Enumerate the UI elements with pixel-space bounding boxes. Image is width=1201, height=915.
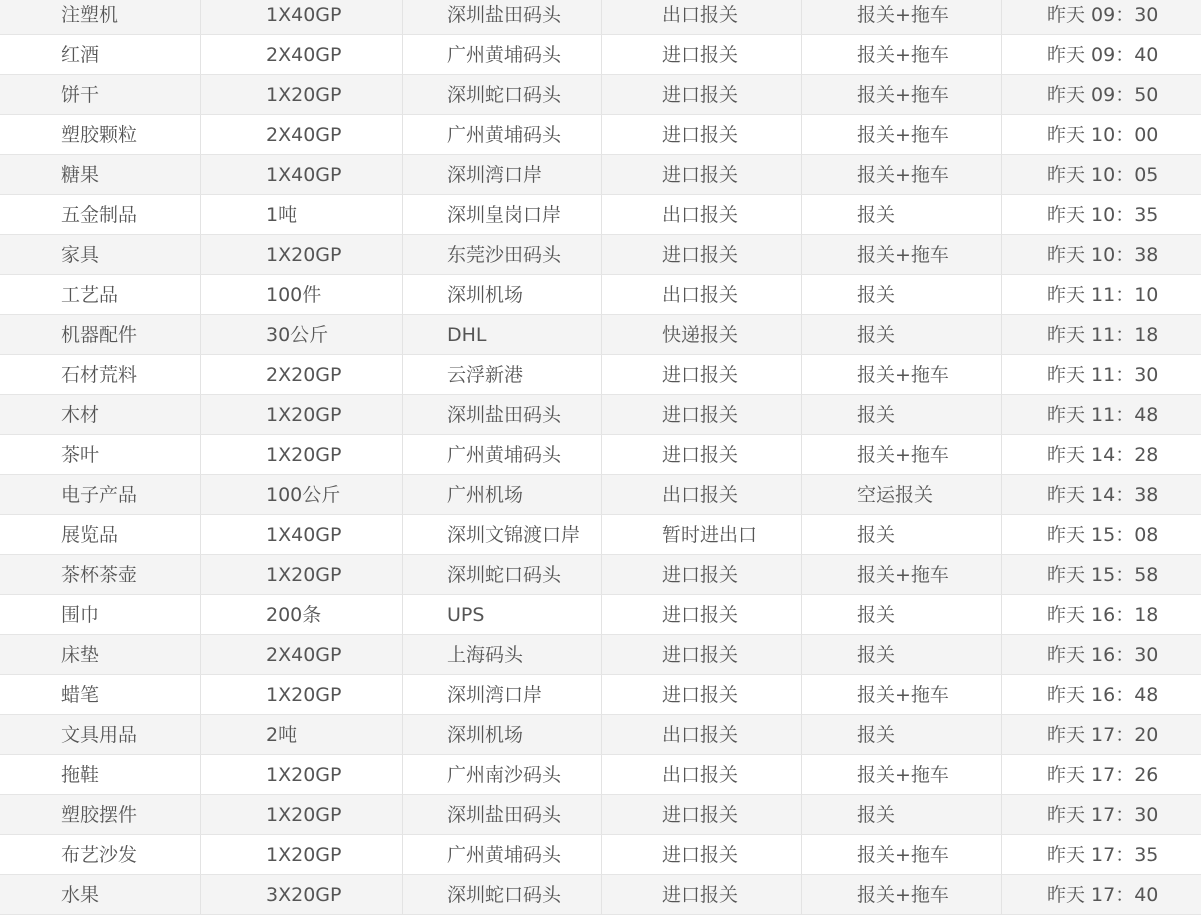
- cell-time: 昨天 10：05: [1047, 164, 1159, 186]
- cell-goods: 五金制品: [0, 195, 201, 234]
- cell-quantity: 1X20GP: [201, 835, 403, 874]
- cell-time: 昨天 11：30: [1047, 364, 1159, 386]
- cell-port: 深圳盐田码头: [403, 0, 602, 34]
- cell-time: 昨天 17：26: [1047, 764, 1159, 786]
- cell-quantity: 2X40GP: [201, 115, 403, 154]
- cell-time: 昨天 10：00: [1047, 124, 1159, 146]
- cell-service: 报关: [802, 395, 1002, 434]
- cell-declaration-type: 进口报关: [602, 155, 802, 194]
- table-row: [0, 515, 1201, 555]
- table-row: [0, 715, 1201, 755]
- cell-declaration-type: 进口报关: [602, 235, 802, 274]
- cell-time: 昨天 09：50: [1047, 84, 1159, 106]
- table-row: [0, 835, 1201, 875]
- cell-time: 昨天 11：48: [1047, 404, 1159, 426]
- cell-goods: 塑胶颗粒: [0, 115, 201, 154]
- table-row: [0, 555, 1201, 595]
- cell-service: 报关+拖车: [802, 875, 1002, 914]
- cell-service: 报关+拖车: [802, 355, 1002, 394]
- cell-service: 报关+拖车: [802, 835, 1002, 874]
- cell-declaration-type: 进口报关: [602, 115, 802, 154]
- cell-time: 昨天 10：35: [1047, 204, 1159, 226]
- cell-port: 深圳蛇口码头: [403, 75, 602, 114]
- cell-time: 昨天 17：35: [1047, 844, 1159, 866]
- cell-time: 昨天 17：40: [1047, 884, 1159, 906]
- cell-service: 报关+拖车: [802, 435, 1002, 474]
- table-row: [0, 235, 1201, 275]
- cell-service: 报关+拖车: [802, 675, 1002, 714]
- cell-goods: 家具: [0, 235, 201, 274]
- cell-goods: 文具用品: [0, 715, 201, 754]
- cell-port: 深圳机场: [403, 275, 602, 314]
- cell-goods: 拖鞋: [0, 755, 201, 794]
- cell-port: 广州机场: [403, 475, 602, 514]
- cell-port: 云浮新港: [403, 355, 602, 394]
- cell-port: 广州黄埔码头: [403, 435, 602, 474]
- cell-service: 报关+拖车: [802, 755, 1002, 794]
- table-row: [0, 0, 1201, 35]
- table-row: [0, 675, 1201, 715]
- cell-declaration-type: 进口报关: [602, 35, 802, 74]
- cell-goods: 床垫: [0, 635, 201, 674]
- cell-time: 昨天 11：18: [1047, 324, 1159, 346]
- cell-time: 昨天 10：38: [1047, 244, 1159, 266]
- cell-service: 报关: [802, 315, 1002, 354]
- table-row: [0, 315, 1201, 355]
- cell-quantity: 1X20GP: [201, 755, 403, 794]
- cell-service: 报关: [802, 515, 1002, 554]
- cell-quantity: 2X40GP: [201, 635, 403, 674]
- cell-time: 昨天 11：10: [1047, 284, 1159, 306]
- cell-service: 报关+拖车: [802, 555, 1002, 594]
- cell-time: 昨天 17：30: [1047, 804, 1159, 826]
- cell-declaration-type: 出口报关: [602, 475, 802, 514]
- cell-declaration-type: 进口报关: [602, 795, 802, 834]
- cell-declaration-type: 进口报关: [602, 355, 802, 394]
- cell-quantity: 1X40GP: [201, 155, 403, 194]
- cell-goods: 蜡笔: [0, 675, 201, 714]
- cell-port: 上海码头: [403, 635, 602, 674]
- cell-port: 广州黄埔码头: [403, 835, 602, 874]
- table-row: [0, 395, 1201, 435]
- cell-quantity: 100公斤: [201, 475, 403, 514]
- cell-port: 深圳湾口岸: [403, 155, 602, 194]
- cell-service: 报关+拖车: [802, 35, 1002, 74]
- cell-quantity: 30公斤: [201, 315, 403, 354]
- table-row: [0, 875, 1201, 915]
- cell-goods: 石材荒料: [0, 355, 201, 394]
- table-row: [0, 635, 1201, 675]
- cell-service: 报关+拖车: [802, 155, 1002, 194]
- cell-port: 深圳盐田码头: [403, 795, 602, 834]
- cell-service: 报关+拖车: [802, 0, 1002, 34]
- cell-goods: 布艺沙发: [0, 835, 201, 874]
- cell-time: 昨天 14：38: [1047, 484, 1159, 506]
- cell-quantity: 1吨: [201, 195, 403, 234]
- cell-port: 深圳机场: [403, 715, 602, 754]
- cell-quantity: 3X20GP: [201, 875, 403, 914]
- cell-declaration-type: 进口报关: [602, 835, 802, 874]
- cell-time: 昨天 16：30: [1047, 644, 1159, 666]
- cell-declaration-type: 出口报关: [602, 275, 802, 314]
- cell-port: 广州黄埔码头: [403, 115, 602, 154]
- cell-declaration-type: 进口报关: [602, 395, 802, 434]
- cell-time: 昨天 17：20: [1047, 724, 1159, 746]
- cell-goods: 展览品: [0, 515, 201, 554]
- cell-quantity: 2X40GP: [201, 35, 403, 74]
- cell-quantity: 200条: [201, 595, 403, 634]
- cell-declaration-type: 快递报关: [602, 315, 802, 354]
- cell-quantity: 1X20GP: [201, 235, 403, 274]
- cell-port: 广州黄埔码头: [403, 35, 602, 74]
- cell-quantity: 1X20GP: [201, 675, 403, 714]
- cell-quantity: 1X40GP: [201, 515, 403, 554]
- cell-goods: 木材: [0, 395, 201, 434]
- cell-quantity: 2X20GP: [201, 355, 403, 394]
- cell-goods: 电子产品: [0, 475, 201, 514]
- cell-quantity: 1X20GP: [201, 395, 403, 434]
- cell-declaration-type: 暂时进出口: [602, 515, 802, 554]
- cell-goods: 茶叶: [0, 435, 201, 474]
- cell-service: 报关: [802, 195, 1002, 234]
- cell-quantity: 1X20GP: [201, 555, 403, 594]
- cell-goods: 机器配件: [0, 315, 201, 354]
- cell-service: 报关: [802, 275, 1002, 314]
- cell-quantity: 1X20GP: [201, 75, 403, 114]
- cell-declaration-type: 出口报关: [602, 715, 802, 754]
- cell-service: 报关: [802, 635, 1002, 674]
- cell-time: 昨天 16：48: [1047, 684, 1159, 706]
- cell-time: 昨天 09：40: [1047, 44, 1159, 66]
- cell-port: 深圳盐田码头: [403, 395, 602, 434]
- table-row: [0, 35, 1201, 75]
- cell-declaration-type: 进口报关: [602, 75, 802, 114]
- table-row: [0, 475, 1201, 515]
- cell-port: 深圳文锦渡口岸: [403, 515, 602, 554]
- cell-port: 深圳蛇口码头: [403, 875, 602, 914]
- cell-declaration-type: 出口报关: [602, 755, 802, 794]
- cell-declaration-type: 进口报关: [602, 555, 802, 594]
- cell-goods: 糖果: [0, 155, 201, 194]
- cell-port: 东莞沙田码头: [403, 235, 602, 274]
- cell-service: 报关+拖车: [802, 235, 1002, 274]
- table-row: [0, 195, 1201, 235]
- cell-declaration-type: 出口报关: [602, 0, 802, 34]
- cell-declaration-type: 进口报关: [602, 435, 802, 474]
- cell-service: 报关: [802, 795, 1002, 834]
- cell-quantity: 1X20GP: [201, 795, 403, 834]
- table-row: [0, 435, 1201, 475]
- cell-quantity: 2吨: [201, 715, 403, 754]
- table-row: [0, 75, 1201, 115]
- cell-goods: 饼干: [0, 75, 201, 114]
- cell-time: 昨天 09：30: [1047, 4, 1159, 26]
- cell-goods: 工艺品: [0, 275, 201, 314]
- table-row: [0, 795, 1201, 835]
- cell-declaration-type: 进口报关: [602, 875, 802, 914]
- table-row: [0, 155, 1201, 195]
- cell-time: 昨天 16：18: [1047, 604, 1159, 626]
- cell-declaration-type: 进口报关: [602, 675, 802, 714]
- cell-port: 广州南沙码头: [403, 755, 602, 794]
- cell-port: UPS: [403, 595, 602, 634]
- table-row: [0, 595, 1201, 635]
- table-row: [0, 355, 1201, 395]
- cell-declaration-type: 出口报关: [602, 195, 802, 234]
- cell-port: 深圳蛇口码头: [403, 555, 602, 594]
- cell-service: 报关: [802, 595, 1002, 634]
- table-row: [0, 115, 1201, 155]
- cell-declaration-type: 进口报关: [602, 635, 802, 674]
- cell-quantity: 1X20GP: [201, 435, 403, 474]
- cell-declaration-type: 进口报关: [602, 595, 802, 634]
- cell-goods: 塑胶摆件: [0, 795, 201, 834]
- cell-time: 昨天 15：08: [1047, 524, 1159, 546]
- cell-quantity: 1X40GP: [201, 0, 403, 34]
- cell-time: 昨天 14：28: [1047, 444, 1159, 466]
- cell-goods: 注塑机: [0, 0, 201, 34]
- cell-service: 报关: [802, 715, 1002, 754]
- cell-goods: 茶杯茶壶: [0, 555, 201, 594]
- cell-port: 深圳湾口岸: [403, 675, 602, 714]
- cell-service: 报关+拖车: [802, 115, 1002, 154]
- cell-time: 昨天 15：58: [1047, 564, 1159, 586]
- cell-service: 报关+拖车: [802, 75, 1002, 114]
- cell-port: 深圳皇岗口岸: [403, 195, 602, 234]
- cell-goods: 水果: [0, 875, 201, 914]
- cell-goods: 围巾: [0, 595, 201, 634]
- table-row: [0, 275, 1201, 315]
- cell-service: 空运报关: [802, 475, 1002, 514]
- cell-goods: 红酒: [0, 35, 201, 74]
- cell-quantity: 100件: [201, 275, 403, 314]
- cell-port: DHL: [403, 315, 602, 354]
- table-row: [0, 755, 1201, 795]
